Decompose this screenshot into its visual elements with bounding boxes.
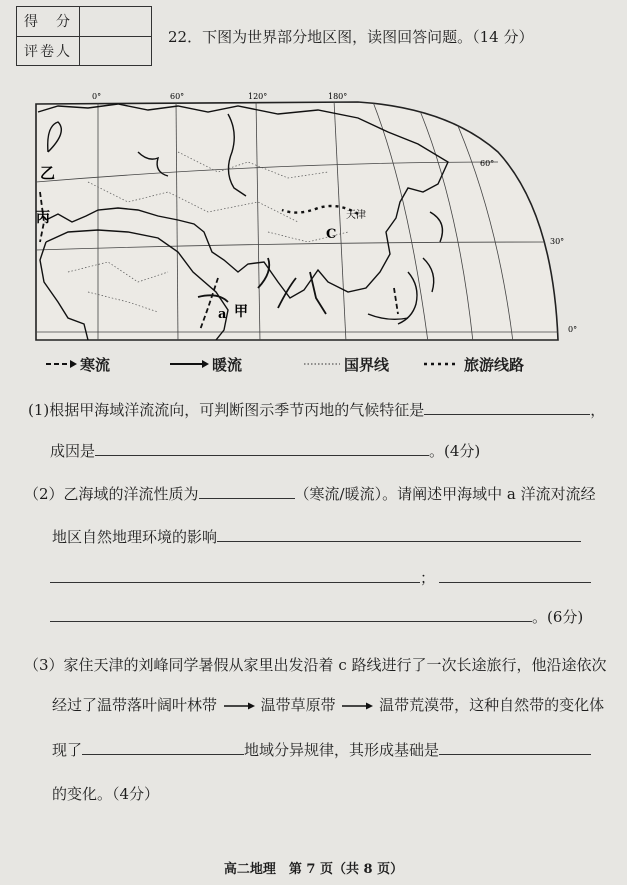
- q2-blank-impact-2[interactable]: [50, 567, 420, 583]
- score-table: [16, 6, 152, 66]
- lat-label-0: 0°: [568, 325, 578, 334]
- lat-label-60: 60°: [480, 159, 495, 168]
- q1-blank-cause[interactable]: [95, 440, 429, 456]
- q1-prompt: (1)根据甲海域洋流流向，可判断图示季节丙地的气候特征是: [28, 401, 425, 419]
- label-yi: 乙: [40, 164, 56, 182]
- lon-label-120: 120°: [248, 92, 268, 101]
- q1-line2: 成因是 。(4分): [50, 442, 481, 460]
- question-title: 22．下图为世界部分地区图，读图回答问题。（14 分）: [168, 28, 534, 46]
- legend-cold-current: 寒流: [80, 356, 111, 374]
- q3-line1: （3）家住天津的刘峰同学暑假从家里出发沿着 c 路线进行了一次长途旅行，他沿途依次: [24, 656, 607, 674]
- map-frame: [36, 102, 558, 340]
- cold-current-symbol: [46, 359, 78, 369]
- route-symbol: [424, 359, 458, 369]
- q3-blank-basis[interactable]: [439, 739, 591, 755]
- grader-cell[interactable]: [80, 36, 152, 66]
- score-cell[interactable]: [80, 7, 152, 37]
- label-bing: 丙: [36, 210, 50, 226]
- q3-line4: 的变化。（4分）: [52, 785, 160, 803]
- score-label: 得 分: [17, 7, 80, 37]
- lon-label-0: 0°: [92, 92, 102, 101]
- q2-blank-impact-1[interactable]: [217, 526, 581, 542]
- arrow-icon: [222, 701, 256, 711]
- q3-line2: 经过了温带落叶阔叶林带 温带草原带 温带荒漠带，这种自然带的变化体: [52, 696, 605, 714]
- arrow-icon: [340, 701, 374, 711]
- map-legend: [46, 352, 586, 376]
- lon-label-180: 180°: [328, 92, 348, 101]
- q1-blank-climate[interactable]: [424, 399, 590, 415]
- q2-blank-impact-4[interactable]: [50, 606, 532, 622]
- q2-blank-impact-3[interactable]: [439, 567, 591, 583]
- q3-line3: 现了 地域分异规律，其形成基础是: [52, 739, 591, 760]
- page-footer: 高二地理 第 7 页（共 8 页）: [223, 862, 404, 877]
- grader-label: 评卷人: [17, 36, 80, 66]
- q3-blank-pattern[interactable]: [82, 739, 244, 755]
- legend-border: 国界线: [344, 356, 390, 374]
- q1-line1: (1)根据甲海域洋流流向，可判断图示季节丙地的气候特征是 ，: [28, 401, 606, 419]
- label-jia: 甲: [234, 304, 248, 320]
- label-tianjin: 天津: [346, 210, 366, 221]
- lat-label-30: 30°: [550, 237, 565, 246]
- q2-blank-nature[interactable]: [199, 483, 295, 499]
- map-figure: [28, 92, 594, 354]
- world-map: [28, 92, 594, 354]
- lon-label-60: 60°: [170, 92, 185, 101]
- q2-line4: 。(6分): [50, 606, 583, 627]
- warm-current-symbol: [170, 359, 210, 369]
- q2-line1: （2）乙海域的洋流性质为 （寒流/暖流）。请阐述甲海域中 a 洋流对流经: [24, 485, 596, 503]
- legend-route: 旅游线路: [464, 356, 525, 374]
- label-c: C: [326, 227, 337, 242]
- legend-warm-current: 暖流: [212, 356, 243, 374]
- label-a: a: [218, 307, 227, 322]
- border-symbol: [304, 359, 340, 369]
- q2-line2: 地区自然地理环境的影响: [52, 526, 581, 547]
- q2-line3: ；: [50, 567, 591, 588]
